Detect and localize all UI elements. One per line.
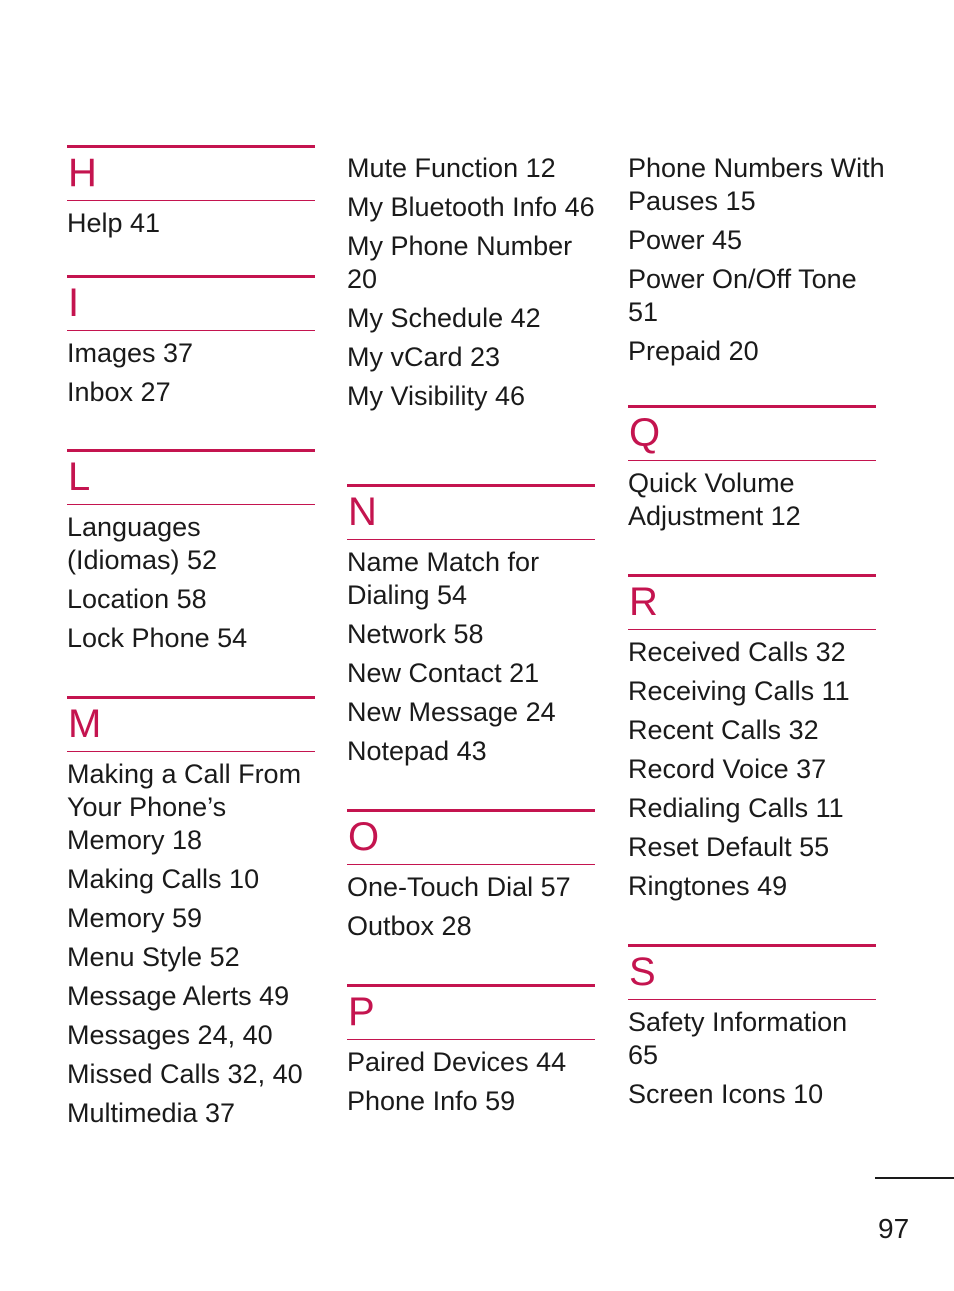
section-divider — [67, 330, 315, 331]
index-entry: Safety Information 65 — [628, 1007, 848, 1070]
index-entry: Screen Icons 10 — [628, 1079, 824, 1109]
index-entries — [628, 467, 876, 533]
index-entry: Paired Devices 44 — [347, 1047, 567, 1077]
index-entry: One-Touch Dial 57 — [347, 872, 571, 902]
index-entry: Mute Function 12 — [347, 153, 556, 183]
index-section-q — [628, 405, 876, 533]
section-letter: P — [348, 990, 375, 1034]
index-section-n — [347, 484, 595, 768]
index-entry: Receiving Calls 11 — [628, 676, 850, 706]
index-entries — [347, 1046, 595, 1118]
index-section-m — [67, 696, 315, 1130]
index-entry: Outbox 28 — [347, 911, 472, 941]
index-entry: Notepad 43 — [347, 736, 487, 766]
index-entry: Inbox 27 — [67, 377, 171, 407]
index-entries — [67, 758, 315, 1130]
index-entry: My Bluetooth Info 46 — [347, 192, 595, 222]
index-section-s — [628, 944, 876, 1111]
section-letter: R — [629, 580, 658, 624]
section-letter: O — [348, 815, 380, 859]
index-section-p — [347, 984, 595, 1118]
section-letter: L — [68, 455, 91, 499]
index-entry: Messages 24, 40 — [67, 1020, 273, 1050]
section-divider — [347, 539, 595, 540]
index-section-p-continued — [628, 146, 888, 368]
index-entry: Location 58 — [67, 584, 207, 614]
index-entries — [67, 337, 315, 409]
section-divider — [67, 504, 315, 505]
index-entry: New Contact 21 — [347, 658, 540, 688]
index-entry: Phone Numbers With Pauses 15 — [628, 153, 885, 216]
index-entry: My Phone Number 20 — [347, 231, 573, 294]
index-entry: Help 41 — [67, 208, 161, 238]
index-entry: Redialing Calls 11 — [628, 793, 844, 823]
index-entries — [67, 207, 315, 240]
index-entry: My Schedule 42 — [347, 303, 541, 333]
index-entry: New Message 24 — [347, 697, 556, 727]
index-entry: Power 45 — [628, 225, 743, 255]
index-entry: Recent Calls 32 — [628, 715, 819, 745]
section-letter: I — [68, 281, 80, 325]
index-entry: Received Calls 32 — [628, 637, 846, 667]
index-entry: Multimedia 37 — [67, 1098, 236, 1128]
section-divider — [347, 864, 595, 865]
index-entry: Making a Call From Your Phone’s Memory 18 — [67, 759, 302, 855]
index-entry: Name Match for Dialing 54 — [347, 547, 540, 610]
section-letter: S — [629, 950, 656, 994]
index-section-o — [347, 809, 595, 943]
index-entries — [67, 511, 315, 655]
section-divider — [347, 1039, 595, 1040]
section-letter: N — [348, 490, 377, 534]
section-divider — [628, 460, 876, 461]
index-entry: Making Calls 10 — [67, 864, 260, 894]
index-entries — [628, 636, 876, 903]
index-entry: Images 37 — [67, 338, 194, 368]
page-number-rule — [875, 1177, 954, 1179]
section-letter: H — [68, 151, 97, 195]
index-section-i — [67, 275, 315, 409]
index-section-r — [628, 574, 876, 903]
index-entry: Record Voice 37 — [628, 754, 827, 784]
section-letter: Q — [629, 411, 661, 455]
index-section-m-continued — [347, 146, 607, 413]
index-section-h — [67, 145, 315, 240]
section-divider — [67, 200, 315, 201]
page-number: 97 — [878, 1213, 910, 1244]
index-entries — [628, 1006, 876, 1111]
index-entry: Phone Info 59 — [347, 1086, 516, 1116]
index-entry: Power On/Off Tone 51 — [628, 264, 857, 327]
index-entry: My Visibility 46 — [347, 381, 526, 411]
index-entry: Prepaid 20 — [628, 336, 759, 366]
index-entry: Menu Style 52 — [67, 942, 240, 972]
section-letter: M — [68, 702, 102, 746]
index-entry: Memory 59 — [67, 903, 203, 933]
index-entry: Lock Phone 54 — [67, 623, 248, 653]
index-section-l — [67, 449, 315, 655]
section-divider — [628, 999, 876, 1000]
index-entry: Languages (Idiomas) 52 — [67, 512, 218, 575]
index-entry: Message Alerts 49 — [67, 981, 290, 1011]
index-entry: Network 58 — [347, 619, 484, 649]
index-entry: Ringtones 49 — [628, 871, 788, 901]
index-entries — [347, 546, 595, 768]
index-entry: Reset Default 55 — [628, 832, 830, 862]
section-divider — [628, 629, 876, 630]
index-entry: Missed Calls 32, 40 — [67, 1059, 303, 1089]
index-entry: My vCard 23 — [347, 342, 501, 372]
index-entries — [347, 871, 595, 943]
index-entry: Quick Volume Adjustment 12 — [628, 468, 801, 531]
section-divider — [67, 751, 315, 752]
